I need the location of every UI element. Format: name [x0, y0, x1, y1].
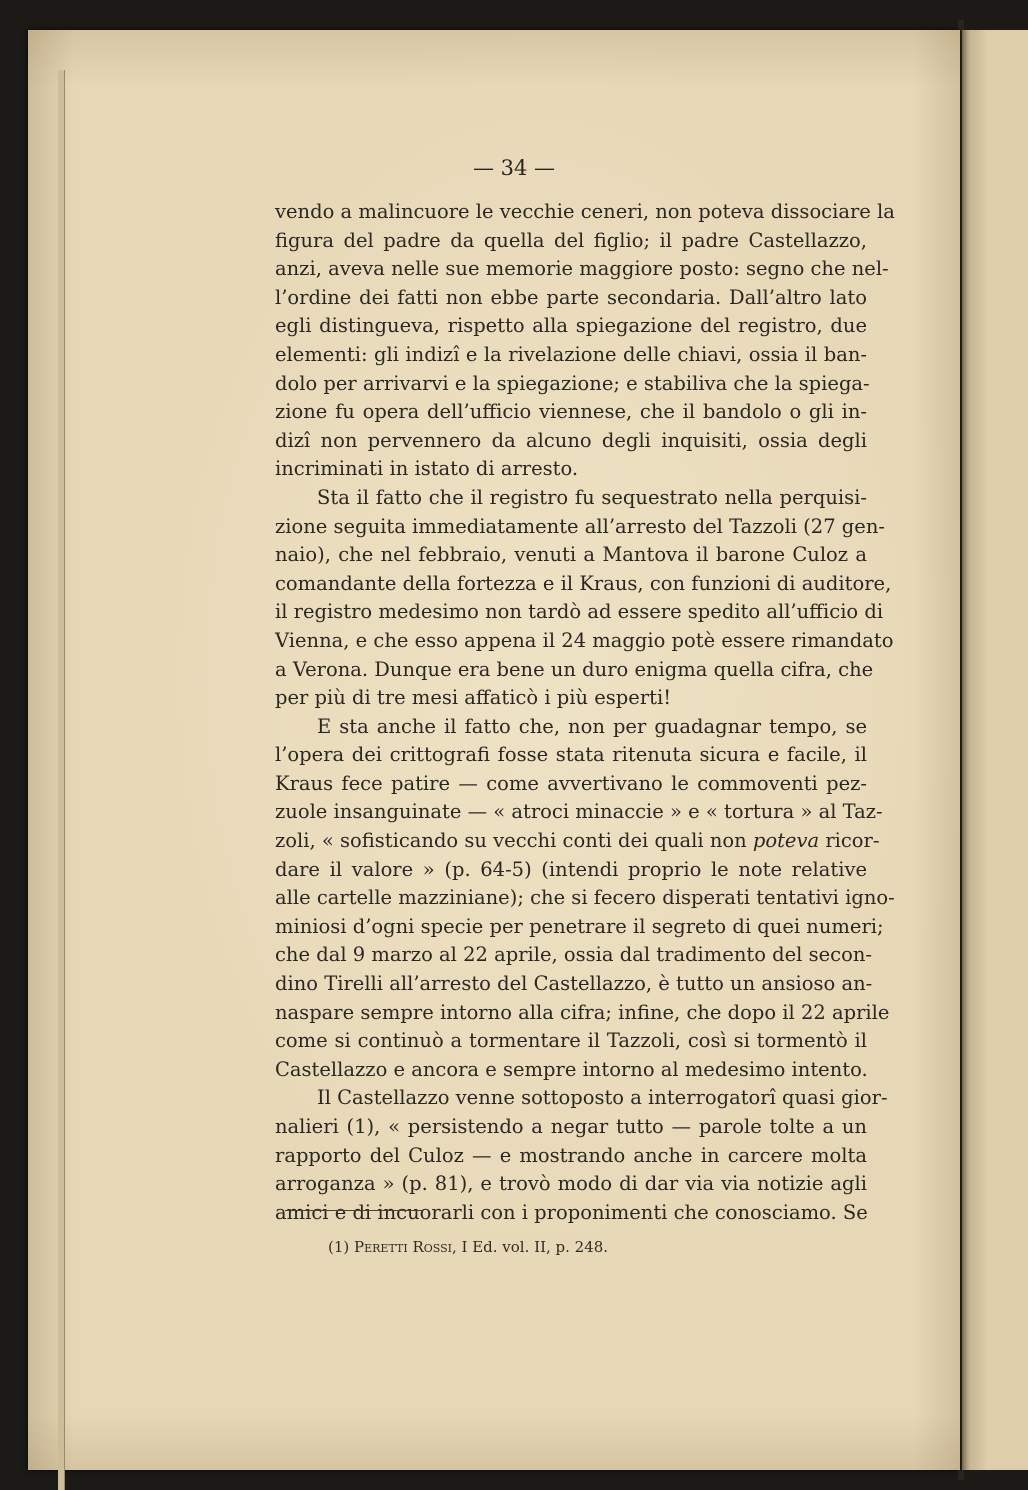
text-line: zuole insanguinate — « atroci minaccie » e « tortura » al Taz-: [275, 800, 883, 824]
facing-page-edge: [962, 30, 1028, 1470]
text-line: per più di tre mesi affaticò i più esperti!: [275, 686, 672, 710]
footnote-rule: [285, 1210, 423, 1211]
text-line: naio), che nel febbraio, venuti a Mantova il barone Culoz a: [275, 543, 867, 567]
text-line: dolo per arrivarvi e la spiegazione; e stabiliva che la spiega-: [275, 371, 870, 395]
text-line: Kraus fece patire — come avvertivano le commoventi pez-: [275, 771, 867, 795]
text-line: incriminati in istato di arresto.: [275, 457, 579, 481]
text-line: vendo a malincuore le vecchie ceneri, non poteva dissociare la: [275, 200, 895, 223]
text-line: Vienna, e che esso appena il 24 maggio potè essere rimandato: [275, 628, 894, 652]
text-line: il registro medesimo non tardò ad essere spedito all’ufficio di: [275, 600, 884, 624]
text-segment: zoli, « sofisticando su vecchi conti dei quali non: [275, 829, 753, 853]
text-line: figura del padre da quella del figlio; il padre Castellazzo,: [275, 228, 867, 252]
text-line: dare il valore » (p. 64-5) (intendi proprio le note relative: [275, 857, 867, 881]
text-line: zione seguita immediatamente all’arresto del Tazzoli (27 gen-: [275, 514, 885, 538]
text-line: nalieri (1), « persistendo a negar tutto — parole tolte a un: [275, 1115, 867, 1138]
text-line: Il Castellazzo venne sottoposto a interrogatorî quasi gior-: [317, 1086, 888, 1110]
text-line: Castellazzo e ancora e sempre intorno al medesimo intento.: [275, 1057, 868, 1081]
text-line: comandante della fortezza e il Kraus, con funzioni di auditore,: [275, 571, 892, 595]
text-line: zione fu opera dell’ufficio viennese, che il bandolo o gli in-: [275, 400, 867, 424]
body-text: [275, 198, 895, 1227]
text-segment: ricor-: [819, 829, 880, 853]
text-line: che dal 9 marzo al 22 aprile, ossia dal tradimento del secon-: [275, 943, 872, 967]
footnote-author: Peretti Rossi: [354, 1238, 452, 1256]
text-line: [275, 827, 880, 856]
page-number: — 34 —: [472, 156, 556, 180]
page-stack-edge: [58, 70, 65, 1490]
text-line: a Verona. Dunque era bene un duro enigma quella cifra, che: [275, 657, 874, 681]
footnote-citation: , I Ed. vol. II, p. 248.: [451, 1238, 609, 1256]
text-line: egli distingueva, rispetto alla spiegazione del registro, due: [275, 314, 867, 338]
text-line: anzi, aveva nelle sue memorie maggiore posto: segno che nel-: [275, 257, 889, 281]
text-line: miniosi d’ogni specie per penetrare il segreto di quei numeri;: [275, 914, 884, 938]
text-line: amici e di incuorarli con i proponimenti che conosciamo. Se: [275, 1200, 868, 1224]
text-line: alle cartelle mazziniane); che si fecero disperati tentativi igno-: [275, 886, 895, 910]
text-line: arroganza » (p. 81), e trovò modo di dar via via notizie agli: [275, 1172, 867, 1196]
text-line: dino Tirelli all’arresto del Castellazzo, è tutto un ansioso an-: [275, 972, 873, 996]
footnote: [328, 1238, 608, 1256]
text-line: naspare sempre intorno alla cifra; infine, che dopo il 22 aprile: [275, 1000, 890, 1024]
text-line: E sta anche il fatto che, non per guadagnar tempo, se: [317, 714, 867, 738]
text-line: come si continuò a tormentare il Tazzoli, così si tormentò il: [275, 1029, 867, 1053]
text-line: Sta il fatto che il registro fu sequestrato nella perquisi-: [317, 485, 867, 509]
text-line: rapporto del Culoz — e mostrando anche in carcere molta: [275, 1143, 867, 1167]
text-line: dizî non pervennero da alcuno degli inquisiti, ossia degli: [275, 428, 867, 452]
footnote-marker: (1): [328, 1238, 355, 1256]
text-line: l’opera dei crittografi fosse stata ritenuta sicura e facile, il: [275, 743, 867, 767]
italic-word: poteva: [752, 829, 820, 853]
text-line: l’ordine dei fatti non ebbe parte secondaria. Dall’altro lato: [275, 285, 867, 309]
text-line: elementi: gli indizî e la rivelazione delle chiavi, ossia il ban-: [275, 342, 867, 366]
